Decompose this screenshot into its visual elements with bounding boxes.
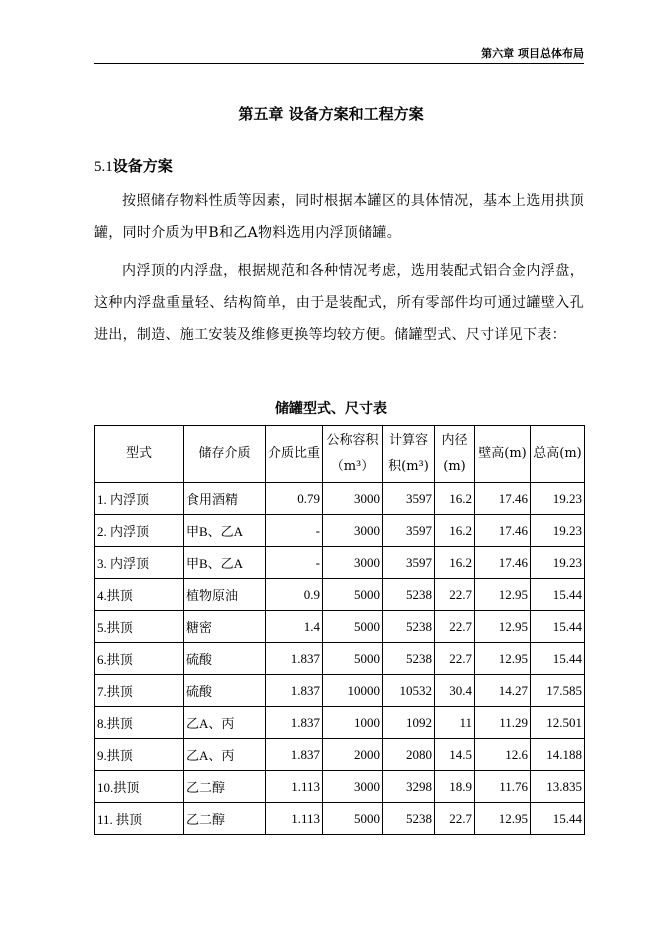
table-cell: - [266, 515, 323, 547]
table-cell: 3597 [383, 515, 435, 547]
table-cell: 甲B、乙A [184, 515, 266, 547]
table-cell: 10000 [323, 675, 383, 707]
table-cell: 5238 [383, 643, 435, 675]
column-header: 计算容积(m³) [383, 426, 435, 483]
table-cell: 5000 [323, 643, 383, 675]
table-body [95, 483, 585, 835]
table-cell: 2080 [383, 739, 435, 771]
table-cell: 3000 [323, 515, 383, 547]
table-cell: 30.4 [435, 675, 475, 707]
table-cell: 13.835 [531, 771, 585, 803]
table-cell: 9.拱顶 [95, 739, 184, 771]
table-cell: 12.501 [531, 707, 585, 739]
table-cell: 硫酸 [184, 675, 266, 707]
table-cell: 14.27 [475, 675, 531, 707]
table-cell: 14.188 [531, 739, 585, 771]
table-cell: 19.23 [531, 483, 585, 515]
column-header: 壁高(m) [475, 426, 531, 483]
table-cell: 1.837 [266, 739, 323, 771]
table-cell: 5000 [323, 611, 383, 643]
table-cell: 1.837 [266, 675, 323, 707]
table-cell: 3298 [383, 771, 435, 803]
section-heading [94, 155, 173, 176]
table-cell: 12.95 [475, 579, 531, 611]
table-cell: 1.837 [266, 643, 323, 675]
table-cell: 2000 [323, 739, 383, 771]
tank-spec-table [94, 425, 585, 835]
table-cell: 12.95 [475, 803, 531, 835]
table-cell: 植物原油 [184, 579, 266, 611]
column-header: 介质比重 [266, 426, 323, 483]
table-cell: 5238 [383, 803, 435, 835]
table-cell: 11. 拱顶 [95, 803, 184, 835]
table-cell: 5.拱顶 [95, 611, 184, 643]
table-cell: 1092 [383, 707, 435, 739]
table-cell: 22.7 [435, 803, 475, 835]
table-cell: 1.837 [266, 707, 323, 739]
table-cell: 15.44 [531, 643, 585, 675]
chapter-title: 第五章 设备方案和工程方案 [238, 105, 424, 123]
table-row [95, 771, 585, 803]
column-header: 储存介质 [184, 426, 266, 483]
table-cell: 8.拱顶 [95, 707, 184, 739]
table-cell: 16.2 [435, 515, 475, 547]
table-cell: 硫酸 [184, 643, 266, 675]
table-row [95, 707, 585, 739]
column-header: 内径(m) [435, 426, 475, 483]
running-header-title: 第六章 项目总体布局 [481, 47, 584, 60]
table-row [95, 643, 585, 675]
table-cell: 乙A、丙 [184, 739, 266, 771]
table-cell: 12.6 [475, 739, 531, 771]
table-cell: 乙二醇 [184, 803, 266, 835]
table-cell: 17.585 [531, 675, 585, 707]
table-cell: 12.95 [475, 643, 531, 675]
table-row [95, 611, 585, 643]
table-cell: 16.2 [435, 547, 475, 579]
table-cell: 15.44 [531, 803, 585, 835]
table-cell: 15.44 [531, 611, 585, 643]
section-number: 5.1 [94, 159, 113, 175]
table-cell: 7.拱顶 [95, 675, 184, 707]
table-row [95, 675, 585, 707]
section-title: 设备方案 [112, 157, 173, 175]
column-header: 总高(m) [531, 426, 585, 483]
table-cell: 15.44 [531, 579, 585, 611]
table-cell: 5000 [323, 803, 383, 835]
table-cell: 4.拱顶 [95, 579, 184, 611]
table-cell: 食用酒精 [184, 483, 266, 515]
table-cell: 2. 内浮顶 [95, 515, 184, 547]
table-title: 储罐型式、尺寸表 [275, 401, 387, 417]
table-cell: 1.113 [266, 771, 323, 803]
table-cell: 17.46 [475, 483, 531, 515]
table-cell: 6.拱顶 [95, 643, 184, 675]
table-cell: 5238 [383, 579, 435, 611]
table-cell: 1. 内浮顶 [95, 483, 184, 515]
table-cell: 10.拱顶 [95, 771, 184, 803]
table-cell: 1.4 [266, 611, 323, 643]
table-row [95, 739, 585, 771]
column-header: 型式 [95, 426, 184, 483]
table-header-row [95, 426, 585, 483]
table-cell: 22.7 [435, 611, 475, 643]
table-cell: 22.7 [435, 579, 475, 611]
column-header: 公称容积（m³） [323, 426, 383, 483]
table-cell: 18.9 [435, 771, 475, 803]
table-cell: 5238 [383, 611, 435, 643]
table-row [95, 483, 585, 515]
table-cell: 3. 内浮顶 [95, 547, 184, 579]
table-cell: 14.5 [435, 739, 475, 771]
table-cell: 3597 [383, 483, 435, 515]
paragraph-2: 内浮顶的内浮盘，根据规范和各种情况考虑，选用装配式铝合金内浮盘，这种内浮盘重量轻、结构简单，由于是装配式，所有零部件均可通过罐壁入孔进出，制造、施工安装及维修更换等均较方便。储罐型式、尺寸详见下表： [94, 263, 584, 343]
table-cell: 甲B、乙A [184, 547, 266, 579]
table-cell: 11.29 [475, 707, 531, 739]
table-cell: 10532 [383, 675, 435, 707]
table-row [95, 515, 585, 547]
paragraph-1: 按照储存物料性质等因素，同时根据本罐区的具体情况，基本上选用拱顶罐，同时介质为甲B和乙A物料选用内浮顶储罐。 [94, 193, 584, 241]
table-cell: 19.23 [531, 547, 585, 579]
table-row [95, 803, 585, 835]
table-cell: 22.7 [435, 643, 475, 675]
table-cell: 5000 [323, 579, 383, 611]
table-cell: 17.46 [475, 515, 531, 547]
running-header [94, 46, 584, 64]
table-row [95, 547, 585, 579]
table-cell: 1000 [323, 707, 383, 739]
table-cell: - [266, 547, 323, 579]
table-cell: 11 [435, 707, 475, 739]
table-cell: 乙二醇 [184, 771, 266, 803]
table-cell: 0.79 [266, 483, 323, 515]
table-cell: 3000 [323, 771, 383, 803]
table-cell: 17.46 [475, 547, 531, 579]
table-cell: 糖密 [184, 611, 266, 643]
table-cell: 3000 [323, 547, 383, 579]
table-cell: 16.2 [435, 483, 475, 515]
table-cell: 0.9 [266, 579, 323, 611]
table-cell: 3597 [383, 547, 435, 579]
table-cell: 乙A、丙 [184, 707, 266, 739]
table-cell: 19.23 [531, 515, 585, 547]
table-row [95, 579, 585, 611]
table-cell: 12.95 [475, 611, 531, 643]
table-cell: 3000 [323, 483, 383, 515]
table-cell: 1.113 [266, 803, 323, 835]
table-cell: 11.76 [475, 771, 531, 803]
